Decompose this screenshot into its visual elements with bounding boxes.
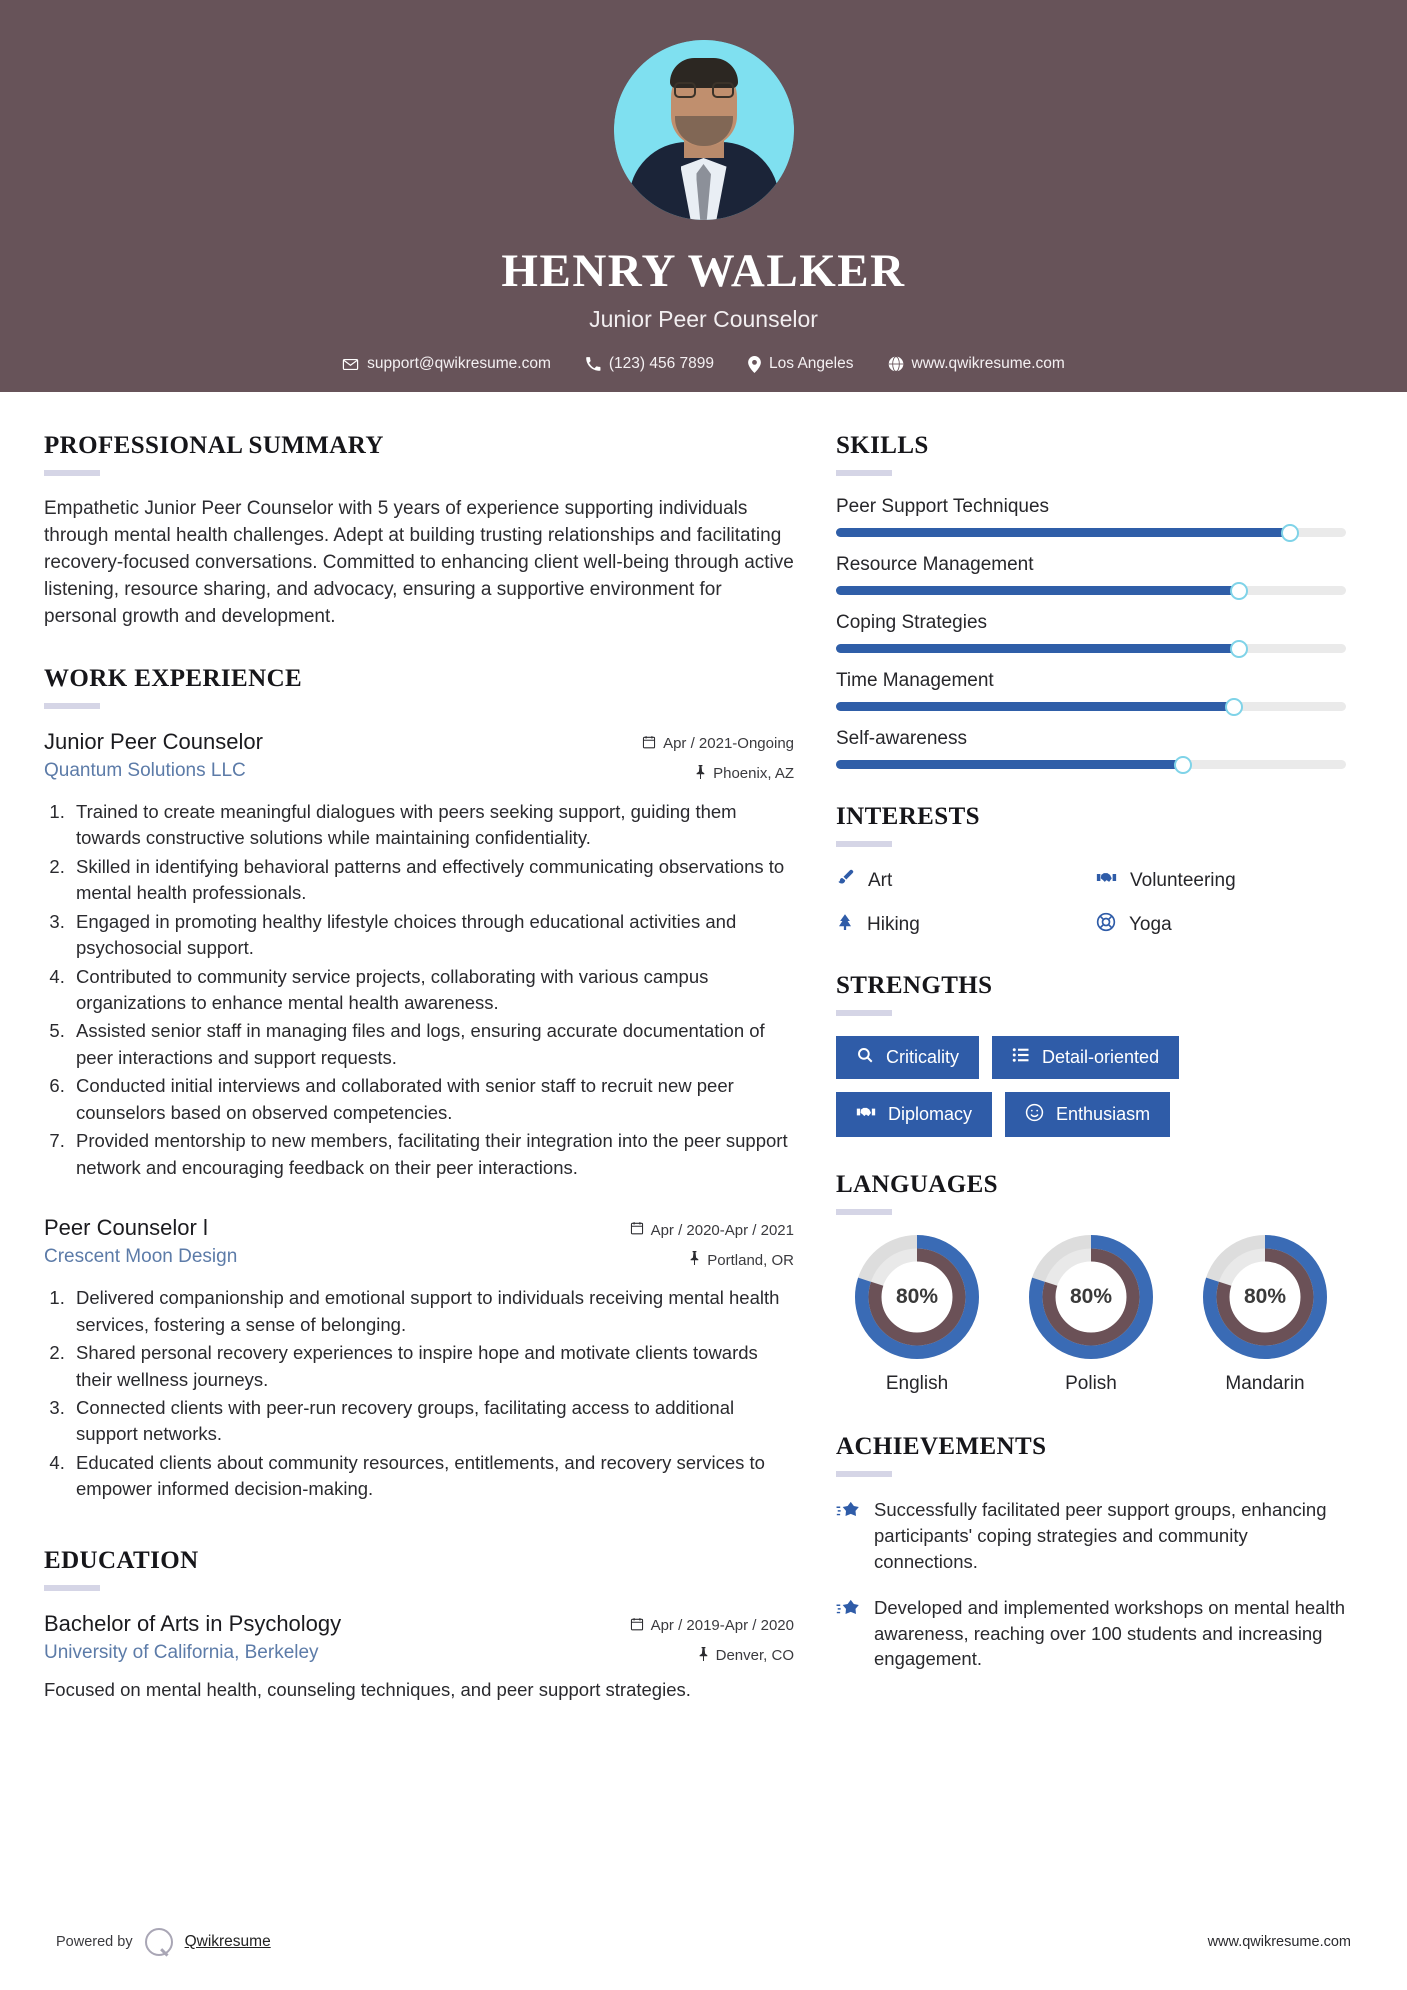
resume-footer: [0, 1894, 1407, 1990]
experience-bullet: 1. Delivered companionship and emotional support to individuals receiving mental health services, fostering a sense of belonging.: [70, 1285, 794, 1338]
section-skills: [836, 432, 1346, 769]
language-label: English: [885, 1373, 949, 1394]
experience-bullet: 3. Connected clients with peer-run recovery groups, facilitating access to additional support networks.: [70, 1395, 794, 1448]
language-percent: 80%: [895, 1285, 939, 1308]
section-rule: [836, 1209, 892, 1215]
pin-icon: [695, 765, 706, 783]
section-languages: [836, 1171, 1346, 1395]
interest-label: Yoga: [1129, 914, 1172, 935]
education-degree: Bachelor of Arts in Psychology: [44, 1610, 342, 1636]
experience-bullet: 7. Provided mentorship to new members, facilitating their integration into the peer support network and encouraging feedback on their peer interactions.: [70, 1128, 794, 1181]
section-rule: [836, 841, 892, 847]
experience-dates-row: [642, 735, 794, 753]
calendar-icon: [630, 1617, 644, 1635]
section-title-languages: LANGUAGES: [836, 1171, 998, 1198]
skill-slider[interactable]: [836, 586, 1346, 595]
section-rule: [44, 1585, 100, 1591]
section-strengths: [836, 972, 1346, 1137]
achievement-item: [836, 1595, 1346, 1673]
language-donut: [855, 1235, 979, 1359]
tree-icon: [836, 913, 854, 938]
experience-location: Portland, OR: [707, 1251, 794, 1269]
experience-dates-row: [630, 1221, 794, 1239]
contact-email[interactable]: [325, 355, 568, 373]
experience-organization[interactable]: Crescent Moon Design: [44, 1246, 238, 1268]
experience-bullet: 5. Assisted senior staff in managing files and logs, ensuring accurate documentation of peer interactions and support requests.: [70, 1018, 794, 1071]
pin-icon: [689, 1251, 700, 1269]
skill-row: [836, 728, 1346, 769]
calendar-icon: [630, 1221, 644, 1239]
experience-bullet: 1. Trained to create meaningful dialogues with peers seeking support, guiding them towards constructive solutions while maintaining confidentiality.: [70, 799, 794, 852]
avatar: [614, 40, 794, 220]
interest-item: [1096, 912, 1346, 938]
qwikresume-brand-link[interactable]: Qwikresume: [184, 1933, 271, 1950]
star-badge-icon: [836, 1595, 860, 1673]
experience-bullet: 4. Contributed to community service projects, collaborating with various campus organizations to enhance mental health awareness.: [70, 964, 794, 1017]
envelope-icon: [342, 356, 359, 373]
achievement-text: Successfully facilitated peer support groups, enhancing participants' coping strategies and community connections.: [874, 1499, 1327, 1572]
section-interests: [836, 803, 1346, 938]
calendar-icon: [642, 735, 656, 753]
experience-location-row: [642, 765, 794, 783]
strength-badge: [992, 1036, 1179, 1079]
experience-bullet: 2. Skilled in identifying behavioral patterns and effectively communicating observations to mental health professionals.: [70, 854, 794, 907]
powered-by-block: [56, 1928, 271, 1956]
section-rule: [836, 1010, 892, 1016]
experience-entry: [44, 729, 794, 1181]
experience-bullet: 3. Engaged in promoting healthy lifestyle choices through educational activities and psychosocial support.: [70, 909, 794, 962]
language-item: [842, 1235, 992, 1395]
contact-phone[interactable]: [568, 355, 731, 373]
contact-location-text: Los Angeles: [769, 355, 854, 372]
education-location: Denver, CO: [715, 1647, 794, 1665]
language-donut: [1029, 1235, 1153, 1359]
skill-name: Peer Support Techniques: [836, 496, 1050, 517]
experience-location-row: [630, 1251, 794, 1269]
skill-slider[interactable]: [836, 760, 1346, 769]
language-label: Mandarin: [1225, 1373, 1305, 1394]
section-title-skills: SKILLS: [836, 432, 929, 459]
skill-row: [836, 670, 1346, 711]
strength-badge: [836, 1092, 992, 1137]
interest-label: Hiking: [867, 914, 920, 935]
skill-row: [836, 496, 1346, 537]
strength-label: Enthusiasm: [1056, 1104, 1151, 1124]
lifebuoy-icon: [1096, 912, 1116, 938]
globe-icon: [888, 356, 904, 372]
language-percent: 80%: [1243, 1285, 1287, 1308]
language-item: [1016, 1235, 1166, 1395]
experience-bullet: 2. Shared personal recovery experiences to inspire hope and motivate clients towards their wellness journeys.: [70, 1340, 794, 1393]
candidate-job-title: Junior Peer Counselor: [589, 306, 818, 332]
experience-organization[interactable]: Quantum Solutions LLC: [44, 759, 246, 781]
education-description: Focused on mental health, counseling techniques, and peer support strategies.: [44, 1678, 691, 1700]
list-icon: [1012, 1046, 1030, 1069]
strength-label: Detail-oriented: [1042, 1047, 1160, 1067]
experience-bullet: 6. Conducted initial interviews and collaborated with senior staff to recruit new peer counselors based on observed competencies.: [70, 1073, 794, 1126]
interest-label: Art: [868, 869, 893, 891]
left-column: [44, 432, 794, 1737]
interest-item: [836, 867, 1086, 894]
skill-name: Time Management: [836, 670, 994, 691]
experience-bullet-list: [70, 1285, 794, 1503]
education-dates: Apr / 2019-Apr / 2020: [650, 1617, 794, 1635]
contact-email-text: support@qwikresume.com: [367, 355, 551, 372]
language-label: Polish: [1065, 1373, 1117, 1394]
experience-bullet: 4. Educated clients about community resources, entitlements, and recovery services to empower informed decision-making.: [70, 1450, 794, 1503]
skill-row: [836, 612, 1346, 653]
experience-dates: Apr / 2021-Ongoing: [663, 735, 794, 753]
candidate-name: HENRY WALKER: [501, 245, 906, 297]
contact-website[interactable]: [871, 355, 1082, 373]
experience-entry: [44, 1215, 794, 1503]
contact-website-text: www.qwikresume.com: [911, 355, 1065, 372]
pin-icon: [698, 1647, 709, 1665]
experience-location: Phoenix, AZ: [713, 765, 794, 783]
professional-summary-text: Empathetic Junior Peer Counselor with 5 years of experience supporting individuals through mental health challenges. Adept at building trusting relationships and facilitating recovery-focused conversations. Committed to enhancing client well-being through active listening, resource sharing, and advocacy, ensuring a supportive environment for personal growth and development.: [44, 498, 794, 627]
language-donut: [1203, 1235, 1327, 1359]
experience-role: Junior Peer Counselor: [44, 728, 263, 754]
skill-slider[interactable]: [836, 702, 1346, 711]
location-pin-icon: [748, 356, 761, 373]
experience-bullet-list: [70, 799, 794, 1181]
strength-label: Diplomacy: [888, 1104, 973, 1124]
contact-bar: [0, 355, 1407, 373]
education-institution[interactable]: University of California, Berkeley: [44, 1641, 319, 1663]
section-title-professional-summary: PROFESSIONAL SUMMARY: [44, 432, 384, 459]
strength-badge: [1005, 1092, 1170, 1137]
section-rule: [44, 470, 100, 476]
section-education: [44, 1547, 794, 1703]
skill-name: Self-awareness: [836, 728, 967, 749]
skill-slider[interactable]: [836, 528, 1346, 537]
language-percent: 80%: [1069, 1285, 1113, 1308]
paintbrush-icon: [836, 868, 855, 893]
section-title-interests: INTERESTS: [836, 803, 980, 830]
education-entry: [44, 1611, 794, 1703]
resume-body: [0, 392, 1407, 1737]
achievement-item: [836, 1497, 1346, 1575]
contact-location: [731, 355, 870, 373]
achievement-text: Developed and implemented workshops on mental health awareness, reaching over 100 students and increasing engagement.: [874, 1596, 1346, 1670]
interest-item: [1096, 867, 1346, 894]
resume-header: [0, 0, 1407, 392]
interest-label: Volunteering: [1130, 869, 1236, 891]
experience-role: Peer Counselor l: [44, 1215, 208, 1241]
handshake-icon: [856, 1102, 876, 1127]
section-rule: [836, 1471, 892, 1477]
education-dates-row: [630, 1617, 794, 1635]
section-achievements: [836, 1433, 1346, 1672]
section-professional-summary: [44, 432, 794, 631]
magnifier-icon: [856, 1046, 874, 1069]
handshake-icon: [1096, 867, 1117, 894]
skill-name: Resource Management: [836, 554, 1034, 575]
skill-slider[interactable]: [836, 644, 1346, 653]
phone-icon: [585, 356, 601, 372]
section-title-strengths: STRENGTHS: [836, 972, 993, 999]
strength-badge: [836, 1036, 979, 1079]
smiley-icon: [1025, 1103, 1044, 1127]
section-title-achievements: ACHIEVEMENTS: [836, 1433, 1047, 1460]
experience-dates: Apr / 2020-Apr / 2021: [650, 1221, 794, 1239]
qwikresume-logo-icon: [145, 1928, 173, 1956]
strength-label: Criticality: [886, 1047, 960, 1067]
section-title-education: EDUCATION: [44, 1546, 199, 1574]
powered-by-label: Powered by: [56, 1934, 133, 1950]
skill-row: [836, 554, 1346, 595]
contact-phone-text: (123) 456 7899: [608, 355, 715, 372]
section-rule: [44, 703, 100, 709]
footer-website[interactable]: www.qwikresume.com: [1207, 1934, 1351, 1950]
interest-item: [836, 912, 1086, 938]
section-work-experience: [44, 665, 794, 1503]
right-column: [836, 432, 1346, 1737]
education-location-row: [630, 1647, 794, 1665]
star-badge-icon: [836, 1497, 860, 1575]
language-item: [1190, 1235, 1340, 1395]
section-title-work-experience: WORK EXPERIENCE: [44, 664, 303, 692]
section-rule: [836, 470, 892, 476]
skill-name: Coping Strategies: [836, 612, 988, 633]
